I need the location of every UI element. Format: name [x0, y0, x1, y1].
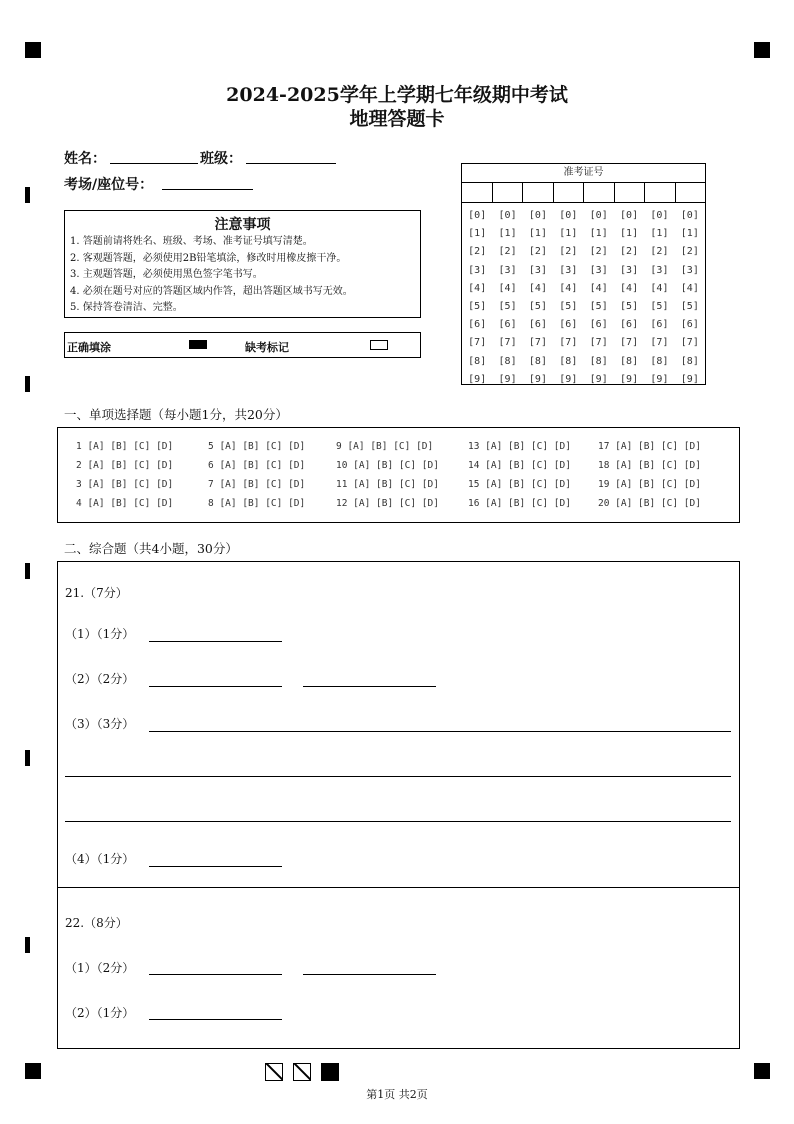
exam-id-digit-bubble[interactable]: [9]	[498, 373, 517, 385]
absent-mark-checkbox[interactable]	[370, 340, 388, 350]
choice-question-row[interactable]: 4 [A] [B] [C] [D]	[76, 498, 174, 509]
exam-id-digit-bubble[interactable]: [7]	[650, 337, 669, 349]
exam-id-digit-bubble[interactable]: [4]	[528, 282, 547, 294]
exam-id-digit-column	[614, 207, 644, 389]
q21-part-3-answer-line[interactable]	[149, 731, 731, 732]
exam-id-write-cell[interactable]	[554, 183, 585, 202]
exam-id-digit-bubble[interactable]: [2]	[620, 246, 639, 258]
exam-id-write-cell[interactable]	[615, 183, 646, 202]
q21-part-1-answer-line[interactable]	[149, 641, 282, 642]
section-2-title: 二、综合题（共4小题，30分）	[64, 541, 238, 556]
corner-mark-top-right	[754, 42, 770, 58]
page-mark-solid	[321, 1063, 339, 1081]
q22-part-1-answer-line[interactable]	[303, 974, 436, 975]
correct-fill-label: 正确填涂	[67, 341, 111, 354]
q21-part-1-label: （1）（1分）	[65, 627, 135, 641]
q21-part-3-label: （3）（3分）	[65, 717, 135, 731]
correct-fill-sample	[189, 340, 207, 349]
choice-question-row[interactable]: 3 [A] [B] [C] [D]	[76, 479, 174, 490]
choice-question-row[interactable]: 6 [A] [B] [C] [D]	[208, 460, 306, 471]
notice-item: 1. 答题前请将姓名、班级、考场、准考证号填写清楚。	[70, 236, 313, 247]
exam-id-digit-bubble[interactable]: [3]	[559, 264, 578, 276]
exam-id-digit-bubble[interactable]: [0]	[528, 210, 547, 221]
choice-question-row[interactable]: 11 [A] [B] [C] [D]	[336, 479, 439, 490]
exam-id-digit-bubble[interactable]: [2]	[589, 246, 608, 258]
exam-id-digit-bubble[interactable]: [3]	[498, 264, 517, 276]
timing-mark	[25, 937, 30, 953]
exam-id-digit-bubble[interactable]: [1]	[589, 228, 608, 240]
name-field[interactable]	[110, 163, 198, 164]
absent-mark-label: 缺考标记	[245, 341, 289, 354]
exam-id-digit-bubble[interactable]: [7]	[468, 337, 487, 349]
exam-id-digit-bubble[interactable]: [3]	[650, 264, 669, 276]
exam-id-digit-bubble[interactable]: [6]	[528, 319, 547, 331]
exam-id-digit-bubble[interactable]: [8]	[559, 355, 578, 367]
exam-id-digit-bubble[interactable]: [0]	[680, 210, 699, 221]
choice-question-row[interactable]: 9 [A] [B] [C] [D]	[336, 441, 434, 452]
exam-id-title: 准考证号	[462, 164, 705, 183]
exam-id-digit-bubble[interactable]: [7]	[680, 337, 699, 349]
exam-id-digit-bubble[interactable]: [9]	[468, 373, 487, 385]
card-subtitle: 地理答题卡	[349, 108, 445, 130]
corner-mark-top-left	[25, 42, 41, 58]
q21-part-2-answer-line[interactable]	[149, 686, 282, 687]
exam-id-digit-bubble[interactable]: [1]	[498, 228, 517, 240]
exam-id-write-cell[interactable]	[462, 183, 493, 202]
exam-id-digit-bubble[interactable]: [5]	[468, 301, 487, 313]
exam-id-digit-bubble[interactable]: [7]	[528, 337, 547, 349]
section-1-title: 一、单项选择题（每小题1分，共20分）	[64, 407, 288, 422]
exam-id-write-row	[462, 183, 705, 203]
choice-question-row[interactable]: 10 [A] [B] [C] [D]	[336, 460, 439, 471]
exam-id-digit-bubble[interactable]: [2]	[468, 246, 487, 258]
choice-question-row[interactable]: 19 [A] [B] [C] [D]	[598, 479, 701, 490]
exam-id-digit-bubble[interactable]: [0]	[498, 210, 517, 221]
corner-mark-bottom-right	[754, 1063, 770, 1079]
notice-box	[64, 210, 421, 318]
timing-mark	[25, 563, 30, 579]
choice-question-row[interactable]: 12 [A] [B] [C] [D]	[336, 498, 439, 509]
exam-id-digit-bubble[interactable]: [3]	[528, 264, 547, 276]
notice-item: 4. 必须在题号对应的答题区域内作答，超出答题区域书写无效。	[70, 285, 353, 297]
exam-id-digit-bubble[interactable]: [2]	[559, 246, 578, 258]
exam-id-digit-bubble[interactable]: [2]	[650, 246, 669, 258]
seat-field[interactable]	[162, 189, 253, 190]
exam-id-digit-bubble[interactable]: [5]	[528, 301, 547, 313]
exam-id-digit-bubble[interactable]: [4]	[468, 282, 487, 294]
exam-id-digit-bubble[interactable]: [4]	[680, 282, 699, 294]
exam-id-digit-bubble[interactable]: [0]	[559, 210, 578, 221]
choice-question-row[interactable]: 18 [A] [B] [C] [D]	[598, 460, 701, 471]
exam-id-digit-columns	[462, 203, 705, 389]
exam-id-digit-bubble[interactable]: [5]	[559, 301, 578, 313]
exam-id-digit-bubble[interactable]: [4]	[650, 282, 669, 294]
exam-id-digit-bubble[interactable]: [2]	[528, 246, 547, 258]
exam-id-digit-bubble[interactable]: [3]	[468, 264, 487, 276]
choice-question-row[interactable]: 2 [A] [B] [C] [D]	[76, 460, 174, 471]
choice-question-row[interactable]: 15 [A] [B] [C] [D]	[468, 479, 571, 490]
exam-id-digit-bubble[interactable]: [3]	[680, 264, 699, 276]
q21-part-3-answer-line[interactable]	[65, 821, 731, 822]
exam-id-digit-bubble[interactable]: [1]	[528, 228, 547, 240]
exam-id-digit-bubble[interactable]: [4]	[620, 282, 639, 294]
exam-id-digit-bubble[interactable]: [9]	[680, 373, 699, 385]
exam-id-digit-bubble[interactable]: [7]	[559, 337, 578, 349]
choice-answer-box	[57, 427, 740, 523]
essay-answer-box	[57, 561, 740, 1049]
exam-id-digit-bubble[interactable]: [1]	[620, 228, 639, 240]
q21-part-2-label: （2）（2分）	[65, 672, 135, 686]
exam-id-digit-bubble[interactable]: [6]	[498, 319, 517, 331]
notice-item: 3. 主观题答题，必须使用黑色签字笔书写。	[70, 269, 263, 280]
choice-question-row[interactable]: 14 [A] [B] [C] [D]	[468, 460, 571, 471]
exam-id-digit-column	[462, 207, 492, 389]
exam-id-digit-bubble[interactable]: [9]	[650, 373, 669, 385]
seat-label: 考场/座位号：	[64, 177, 154, 193]
exam-id-digit-bubble[interactable]: [6]	[680, 319, 699, 331]
exam-id-digit-bubble[interactable]: [9]	[589, 373, 608, 385]
choice-question-row[interactable]: 8 [A] [B] [C] [D]	[208, 498, 306, 509]
q22-part-2-answer-line[interactable]	[149, 1019, 282, 1020]
exam-id-digit-bubble[interactable]: [0]	[620, 210, 639, 221]
exam-id-write-cell[interactable]	[645, 183, 676, 202]
exam-id-digit-bubble[interactable]: [0]	[468, 210, 487, 221]
exam-id-digit-bubble[interactable]: [5]	[650, 301, 669, 313]
exam-id-digit-bubble[interactable]: [9]	[620, 373, 639, 385]
notice-item: 2. 客观题答题，必须使用2B铅笔填涂，修改时用橡皮擦干净。	[70, 252, 347, 264]
choice-question-row[interactable]: 5 [A] [B] [C] [D]	[208, 441, 306, 452]
page-mark-slashed	[293, 1063, 311, 1081]
exam-id-digit-column	[644, 207, 674, 389]
q22-part-1-answer-line[interactable]	[149, 974, 282, 975]
exam-id-digit-bubble[interactable]: [4]	[498, 282, 517, 294]
exam-id-write-cell[interactable]	[493, 183, 524, 202]
timing-mark	[25, 187, 30, 203]
timing-mark	[25, 750, 30, 766]
exam-id-digit-bubble[interactable]: [7]	[620, 337, 639, 349]
exam-id-digit-bubble[interactable]: [0]	[589, 210, 608, 221]
exam-id-digit-bubble[interactable]: [8]	[620, 355, 639, 367]
notice-item: 5. 保持答卷清洁、完整。	[70, 302, 183, 313]
class-label: 班级：	[200, 151, 242, 167]
exam-id-digit-bubble[interactable]: [1]	[468, 228, 487, 240]
exam-id-digit-column	[553, 207, 583, 389]
exam-id-digit-column	[675, 207, 705, 389]
q21-part-4-label: （4）（1分）	[65, 852, 135, 866]
exam-id-digit-bubble[interactable]: [4]	[559, 282, 578, 294]
page-number: 第1页 共2页	[366, 1088, 428, 1101]
exam-id-digit-bubble[interactable]: [5]	[589, 301, 608, 313]
exam-id-write-cell[interactable]	[676, 183, 706, 202]
q22-label: 22.（8分）	[65, 916, 128, 930]
exam-id-digit-bubble[interactable]: [6]	[559, 319, 578, 331]
exam-id-grid	[461, 163, 706, 385]
choice-question-row[interactable]: 13 [A] [B] [C] [D]	[468, 441, 571, 452]
exam-id-write-cell[interactable]	[523, 183, 554, 202]
exam-id-digit-bubble[interactable]: [8]	[589, 355, 608, 367]
exam-id-write-cell[interactable]	[584, 183, 615, 202]
choice-question-row[interactable]: 20 [A] [B] [C] [D]	[598, 498, 701, 509]
choice-question-row[interactable]: 17 [A] [B] [C] [D]	[598, 441, 701, 452]
corner-mark-bottom-left	[25, 1063, 41, 1079]
exam-title: 2024-2025学年上学期七年级期中考试	[226, 84, 568, 106]
name-label: 姓名：	[64, 151, 106, 167]
exam-id-digit-bubble[interactable]: [7]	[498, 337, 517, 349]
exam-id-digit-column	[584, 207, 614, 389]
exam-id-digit-bubble[interactable]: [6]	[589, 319, 608, 331]
exam-id-digit-column	[523, 207, 553, 389]
q21-part-4-answer-line[interactable]	[149, 866, 282, 867]
q21-part-3-answer-line[interactable]	[65, 776, 731, 777]
exam-id-digit-bubble[interactable]: [9]	[528, 373, 547, 385]
choice-question-row[interactable]: 7 [A] [B] [C] [D]	[208, 479, 306, 490]
exam-id-digit-bubble[interactable]: [6]	[620, 319, 639, 331]
exam-id-digit-bubble[interactable]: [6]	[650, 319, 669, 331]
exam-id-digit-bubble[interactable]: [2]	[498, 246, 517, 258]
exam-id-digit-column	[492, 207, 522, 389]
fill-example-box	[64, 332, 421, 358]
exam-id-digit-bubble[interactable]: [6]	[468, 319, 487, 331]
exam-id-digit-bubble[interactable]: [4]	[589, 282, 608, 294]
exam-id-digit-bubble[interactable]: [1]	[559, 228, 578, 240]
exam-id-digit-bubble[interactable]: [5]	[620, 301, 639, 313]
exam-id-digit-bubble[interactable]: [8]	[650, 355, 669, 367]
q21-label: 21.（7分）	[65, 586, 128, 600]
exam-id-digit-bubble[interactable]: [7]	[589, 337, 608, 349]
choice-question-row[interactable]: 1 [A] [B] [C] [D]	[76, 441, 174, 452]
exam-id-digit-bubble[interactable]: [5]	[498, 301, 517, 313]
exam-id-digit-bubble[interactable]: [8]	[468, 355, 487, 367]
exam-id-digit-bubble[interactable]: [2]	[680, 246, 699, 258]
exam-id-digit-bubble[interactable]: [5]	[680, 301, 699, 313]
exam-id-digit-bubble[interactable]: [3]	[589, 264, 608, 276]
notice-title: 注意事项	[214, 217, 271, 233]
exam-id-digit-bubble[interactable]: [8]	[680, 355, 699, 367]
q22-part-1-label: （1）（2分）	[65, 961, 135, 975]
exam-id-digit-bubble[interactable]: [9]	[559, 373, 578, 385]
exam-id-digit-bubble[interactable]: [1]	[650, 228, 669, 240]
class-field[interactable]	[246, 163, 336, 164]
exam-id-digit-bubble[interactable]: [8]	[528, 355, 547, 367]
exam-id-digit-bubble[interactable]: [0]	[650, 210, 669, 221]
q21-part-2-answer-line[interactable]	[303, 686, 436, 687]
question-divider	[58, 887, 739, 888]
timing-mark	[25, 376, 30, 392]
choice-question-row[interactable]: 16 [A] [B] [C] [D]	[468, 498, 571, 509]
exam-id-digit-bubble[interactable]: [1]	[680, 228, 699, 240]
q22-part-2-label: （2）（1分）	[65, 1006, 135, 1020]
page-mark-slashed	[265, 1063, 283, 1081]
exam-id-digit-bubble[interactable]: [8]	[498, 355, 517, 367]
exam-id-digit-bubble[interactable]: [3]	[620, 264, 639, 276]
